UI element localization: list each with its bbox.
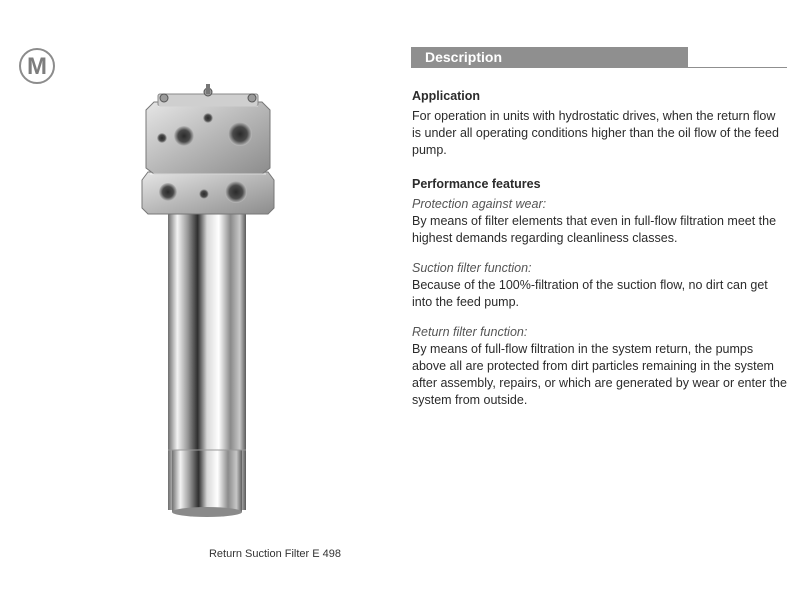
section-title: Description — [425, 49, 503, 65]
port-lower-right — [225, 181, 247, 203]
brand-logo-letter: M — [27, 52, 47, 80]
application-heading: Application — [412, 89, 481, 103]
feature-subtitle-wear: Protection against wear: — [412, 197, 547, 211]
image-caption: Return Suction Filter E 498 — [208, 548, 342, 560]
brand-logo — [19, 48, 55, 84]
feature-subtitle-suction: Suction filter function: — [412, 261, 532, 275]
feature-text-wear: By means of filter elements that even in full-flow filtration meet the highest demands regarding cleanliness classes. — [412, 214, 777, 245]
description-content — [412, 88, 787, 409]
performance-heading: Performance features — [412, 177, 541, 191]
feature-text-suction: Because of the 100%-filtration of the suction flow, no dirt can get into the feed pump. — [412, 278, 768, 309]
application-text: For operation in units with hydrostatic drives, when the return flow is under all operating conditions higher than the oil flow of the feed pump. — [412, 109, 779, 157]
port-upper-right — [228, 122, 252, 146]
feature-text-return: By means of full-flow filtration in the system return, the pumps above all are protected from dirt particles remaining in the system after assembly, repairs, or which are generated by wear or enter the system from outside. — [412, 342, 787, 407]
port-upper-left — [174, 126, 194, 146]
section-header-bar — [411, 47, 787, 68]
port-lower-left — [159, 183, 177, 201]
feature-subtitle-return: Return filter function: — [412, 325, 528, 339]
product-image-filter — [128, 80, 288, 530]
